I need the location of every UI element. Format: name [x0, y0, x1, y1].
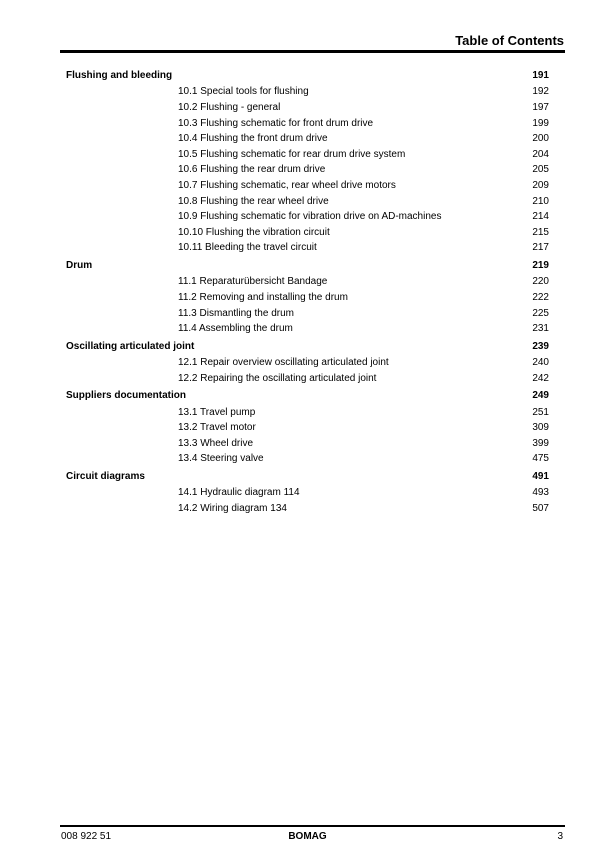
toc-chapter-title: Suppliers documentation	[66, 390, 187, 402]
toc-section-page: 204	[532, 148, 549, 160]
toc-section-page: 197	[532, 101, 549, 113]
toc-section-page: 192	[532, 86, 549, 98]
toc-section-row[interactable]	[0, 162, 615, 178]
toc-section-page: 214	[532, 211, 549, 223]
toc-section-row[interactable]	[0, 355, 615, 371]
toc-section-label: 11.1 Reparaturübersicht Bandage	[178, 276, 328, 288]
toc-section-row[interactable]	[0, 100, 615, 116]
toc-section-label: 12.1 Repair overview oscillating articulated joint	[178, 357, 389, 369]
toc-section-label: 10.1 Special tools for flushing	[178, 86, 309, 98]
toc-chapter-row[interactable]	[0, 338, 615, 355]
toc-chapter-title: Oscillating articulated joint	[66, 340, 195, 352]
toc-chapter-page: 191	[532, 70, 549, 81]
toc-chapter-row[interactable]	[0, 68, 615, 84]
toc-section-row[interactable]	[0, 420, 615, 436]
toc-section-label: 10.6 Flushing the rear drum drive	[178, 164, 326, 176]
toc-section-label: 13.1 Travel pump	[178, 406, 256, 418]
toc-section-label: 11.4 Assembling the drum	[178, 323, 293, 335]
toc-section-page: 199	[532, 117, 549, 129]
toc-section-page: 220	[532, 276, 549, 288]
toc-section-page: 225	[532, 307, 549, 319]
toc-section-row[interactable]	[0, 274, 615, 290]
toc-chapter-title: Drum	[66, 259, 93, 271]
toc-section-page: 217	[532, 242, 549, 254]
toc-section-label: 10.7 Flushing schematic, rear wheel drive motors	[178, 179, 396, 191]
toc-section-label: 10.8 Flushing the rear wheel drive	[178, 195, 329, 207]
header-rule	[60, 50, 565, 53]
toc-section-label: 10.5 Flushing schematic for rear drum drive system	[178, 148, 406, 160]
toc-section-page: 475	[532, 453, 549, 465]
toc-chapter-page: 239	[532, 340, 549, 352]
toc-section-page: 231	[532, 323, 549, 335]
table-of-contents	[0, 68, 615, 517]
toc-section-label: 11.2 Removing and installing the drum	[178, 291, 348, 303]
toc-section-label: 10.3 Flushing schematic for front drum drive	[178, 117, 374, 129]
toc-section-row[interactable]	[0, 225, 615, 241]
footer-rule	[60, 825, 565, 827]
toc-section-page: 215	[532, 226, 549, 238]
toc-section-row[interactable]	[0, 405, 615, 421]
page-title: Table of Contents	[455, 33, 564, 48]
toc-section-page: 251	[532, 406, 549, 418]
toc-section-page: 493	[532, 487, 549, 499]
toc-chapter-title: Circuit diagrams	[66, 471, 145, 483]
toc-section-page: 242	[532, 372, 549, 384]
toc-section-row[interactable]	[0, 147, 615, 163]
toc-section-page: 309	[532, 422, 549, 434]
toc-section-label: 13.3 Wheel drive	[178, 437, 254, 449]
toc-chapter-row[interactable]	[0, 387, 615, 404]
toc-section-row[interactable]	[0, 436, 615, 452]
toc-section-label: 10.10 Flushing the vibration circuit	[178, 226, 330, 238]
toc-chapter-page: 219	[532, 259, 549, 271]
toc-section-row[interactable]	[0, 290, 615, 306]
toc-section-label: 11.3 Dismantling the drum	[178, 307, 294, 319]
toc-section-page: 507	[532, 503, 549, 515]
toc-section-label: 13.2 Travel motor	[178, 422, 256, 434]
toc-chapter-row[interactable]	[0, 468, 615, 485]
page-number: 3	[557, 831, 563, 842]
toc-section-label: 10.11 Bleeding the travel circuit	[178, 242, 317, 254]
toc-section-page: 200	[532, 133, 549, 145]
toc-section-page: 205	[532, 164, 549, 176]
document-number: 008 922 51	[61, 831, 112, 842]
toc-section-page: 399	[532, 437, 549, 449]
toc-section-row[interactable]	[0, 116, 615, 132]
toc-section-row[interactable]	[0, 321, 615, 337]
toc-section-page: 210	[532, 195, 549, 207]
toc-section-label: 12.2 Repairing the oscillating articulated joint	[178, 372, 377, 384]
toc-section-label: 14.2 Wiring diagram 134	[178, 503, 287, 515]
toc-section-row[interactable]	[0, 240, 615, 256]
toc-section-row[interactable]	[0, 131, 615, 147]
toc-section-row[interactable]	[0, 194, 615, 210]
toc-section-row[interactable]	[0, 178, 615, 194]
toc-chapter-page: 249	[532, 390, 549, 402]
toc-section-row[interactable]	[0, 371, 615, 387]
toc-section-row[interactable]	[0, 451, 615, 467]
toc-section-row[interactable]	[0, 84, 615, 100]
toc-section-row[interactable]	[0, 209, 615, 225]
toc-section-label: 13.4 Steering valve	[178, 453, 264, 465]
toc-section-row[interactable]	[0, 485, 615, 501]
toc-section-page: 209	[532, 179, 549, 191]
toc-section-page: 240	[532, 357, 549, 369]
toc-section-row[interactable]	[0, 306, 615, 322]
brand-name: BOMAG	[288, 831, 327, 842]
toc-section-page: 222	[532, 291, 549, 303]
toc-section-label: 10.9 Flushing schematic for vibration drive on AD-machines	[178, 211, 442, 223]
toc-section-label: 10.2 Flushing - general	[178, 101, 281, 113]
toc-section-row[interactable]	[0, 501, 615, 517]
toc-section-label: 10.4 Flushing the front drum drive	[178, 133, 328, 145]
toc-section-label: 14.1 Hydraulic diagram 114	[178, 487, 300, 499]
toc-chapter-title: Flushing and bleeding	[66, 70, 173, 81]
toc-chapter-page: 491	[532, 471, 549, 483]
toc-chapter-row[interactable]	[0, 257, 615, 274]
